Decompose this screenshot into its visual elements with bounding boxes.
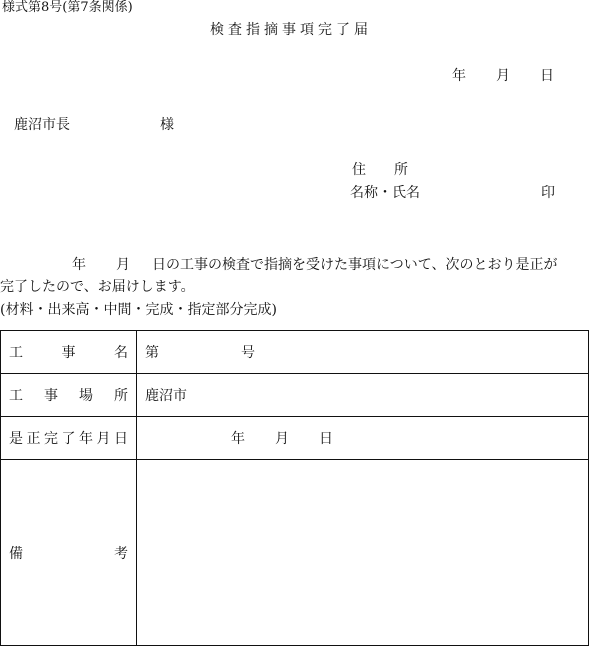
label-chars	[9, 385, 128, 405]
label-char: 考	[114, 545, 128, 562]
label-char: 工	[9, 388, 23, 404]
table-row	[1, 331, 589, 374]
seal-mark: 印	[541, 185, 555, 201]
document-title: 検査指摘事項完了届	[210, 22, 372, 38]
label-char: 完	[44, 431, 58, 447]
label-char: 名	[114, 345, 128, 361]
notice-paragraph-line1	[0, 255, 591, 275]
submission-date	[452, 68, 554, 84]
label-char: 備	[9, 545, 23, 562]
body-year: 年	[72, 257, 86, 273]
table-row	[1, 374, 589, 417]
body-text: 日の工事の検査で指摘を受けた事項について、次のとおり是正が	[152, 257, 558, 273]
label-char: 月	[96, 431, 111, 447]
construction-site-field[interactable]	[137, 374, 589, 417]
construction-name-field[interactable]	[137, 331, 589, 374]
construction-name-label	[1, 331, 137, 374]
number-prefix: 第	[145, 345, 159, 361]
label-chars	[9, 543, 128, 563]
label-char: 年	[79, 431, 93, 447]
addressee-name: 鹿沼市長	[14, 117, 70, 133]
completion-day: 日	[319, 431, 333, 447]
remarks-label	[1, 460, 137, 646]
label-char: 正	[26, 431, 41, 447]
label-char: 了	[61, 431, 76, 447]
label-char: 工	[9, 345, 23, 361]
inspection-types: (材料・出来高・中間・完成・指定部分完成)	[0, 302, 277, 318]
date-month: 月	[496, 68, 510, 84]
notice-paragraph-line2: 完了したので、お届けします。	[0, 279, 195, 295]
table-row	[1, 460, 589, 646]
completion-year: 年	[231, 431, 245, 447]
label-char: 日	[114, 431, 128, 447]
label-char: 事	[61, 345, 76, 361]
label-char: 所	[114, 388, 128, 404]
name-label: 名称・氏名	[350, 185, 420, 201]
body-month: 月	[116, 257, 130, 273]
label-chars	[9, 428, 128, 448]
label-char: 場	[79, 388, 93, 404]
label-char: 事	[44, 388, 58, 404]
remarks-field[interactable]	[137, 460, 589, 646]
construction-site-label	[1, 374, 137, 417]
form-number: 様式第8号(第7条関係)	[2, 0, 133, 15]
label-chars	[9, 342, 128, 362]
completion-date-field[interactable]	[137, 417, 589, 460]
number-suffix: 号	[241, 345, 255, 361]
completion-month: 月	[275, 431, 289, 447]
date-year: 年	[452, 68, 466, 84]
date-day: 日	[540, 68, 554, 84]
site-value: 鹿沼市	[145, 388, 187, 404]
label-char: 是	[9, 431, 23, 447]
completion-date-label	[1, 417, 137, 460]
details-table	[0, 330, 589, 646]
address-label: 住 所	[352, 162, 408, 178]
addressee-honorific: 様	[160, 117, 174, 133]
table-row	[1, 417, 589, 460]
